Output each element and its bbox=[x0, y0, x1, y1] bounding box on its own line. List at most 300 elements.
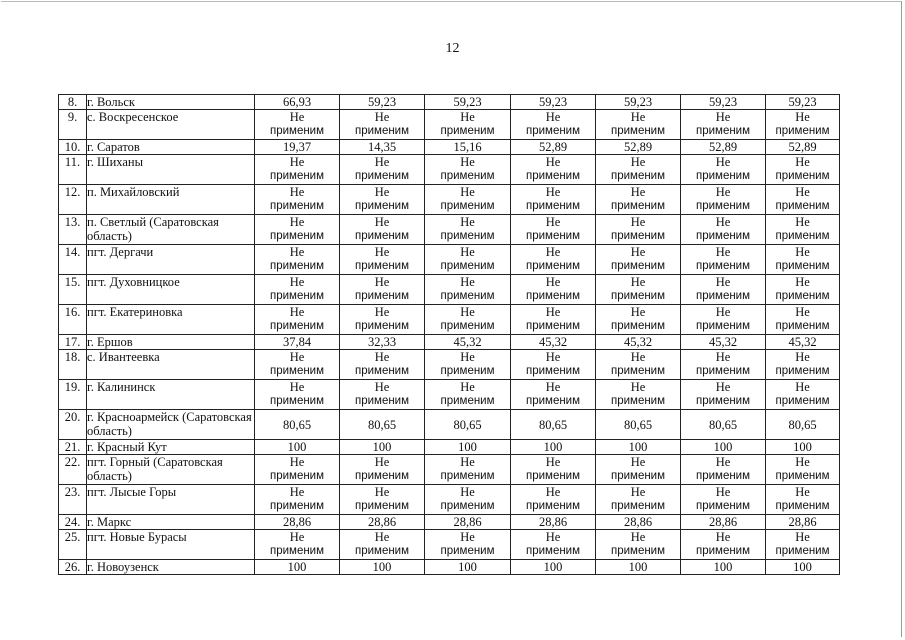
row-number: 11. bbox=[59, 155, 87, 185]
na-line1: Не bbox=[289, 185, 305, 199]
na-line2: применим bbox=[354, 125, 410, 137]
na-line1: Не bbox=[795, 455, 810, 469]
na-line1: Не bbox=[545, 185, 561, 199]
value-not-applicable bbox=[596, 245, 681, 275]
table-row bbox=[59, 410, 840, 440]
na-line1: Не bbox=[795, 245, 810, 259]
value-not-applicable bbox=[425, 530, 511, 560]
value-not-applicable bbox=[511, 275, 596, 305]
na-line2: применим bbox=[610, 200, 666, 212]
na-line2: применим bbox=[269, 125, 325, 137]
na-line1: Не bbox=[630, 215, 646, 229]
na-line1: Не bbox=[289, 110, 305, 124]
na-line2: применим bbox=[354, 365, 410, 377]
value-cell: 32,33 bbox=[340, 335, 425, 350]
value-cell: 100 bbox=[340, 440, 425, 455]
value-not-applicable bbox=[255, 185, 340, 215]
value-not-applicable bbox=[596, 155, 681, 185]
table-row bbox=[59, 485, 840, 515]
na-line2: применим bbox=[775, 200, 830, 212]
na-line1: Не bbox=[715, 305, 731, 319]
value-not-applicable bbox=[425, 185, 511, 215]
na-line2: применим bbox=[610, 470, 666, 482]
value-cell: 100 bbox=[681, 440, 766, 455]
value-not-applicable bbox=[766, 380, 840, 410]
na-line1: Не bbox=[460, 275, 475, 289]
value-not-applicable bbox=[766, 185, 840, 215]
value-not-applicable bbox=[511, 380, 596, 410]
value-cell: 37,84 bbox=[255, 335, 340, 350]
settlement-name: пгт. Горный (Саратовская область) bbox=[87, 455, 255, 485]
value-cell: 80,65 bbox=[596, 410, 681, 440]
value-not-applicable bbox=[340, 155, 425, 185]
na-line2: применим bbox=[775, 365, 830, 377]
settlement-name: п. Михайловский bbox=[87, 185, 255, 215]
na-line2: применим bbox=[775, 395, 830, 407]
na-line2: применим bbox=[695, 365, 751, 377]
na-line1: Не bbox=[630, 185, 646, 199]
table-row bbox=[59, 560, 840, 575]
na-line1: Не bbox=[460, 485, 475, 499]
value-not-applicable bbox=[255, 215, 340, 245]
na-line2: применим bbox=[440, 500, 495, 512]
value-not-applicable bbox=[511, 485, 596, 515]
settlement-name: г. Вольск bbox=[87, 95, 255, 110]
na-line2: применим bbox=[775, 470, 830, 482]
na-line1: Не bbox=[545, 275, 561, 289]
value-not-applicable bbox=[766, 245, 840, 275]
na-line1: Не bbox=[460, 110, 475, 124]
value-cell: 28,86 bbox=[681, 515, 766, 530]
value-cell: 52,89 bbox=[596, 140, 681, 155]
na-line2: применим bbox=[440, 170, 495, 182]
na-line2: применим bbox=[610, 500, 666, 512]
row-number: 25. bbox=[59, 530, 87, 560]
row-number: 22. bbox=[59, 455, 87, 485]
na-line1: Не bbox=[460, 215, 475, 229]
na-line1: Не bbox=[545, 380, 561, 394]
na-line1: Не bbox=[630, 485, 646, 499]
na-line2: применим bbox=[610, 125, 666, 137]
na-line2: применим bbox=[440, 230, 495, 242]
value-cell: 59,23 bbox=[766, 95, 840, 110]
settlement-name: г. Калининск bbox=[87, 380, 255, 410]
value-cell: 100 bbox=[511, 560, 596, 575]
value-not-applicable bbox=[340, 245, 425, 275]
na-line1: Не bbox=[795, 305, 810, 319]
value-cell: 28,86 bbox=[340, 515, 425, 530]
row-number: 21. bbox=[59, 440, 87, 455]
value-not-applicable bbox=[255, 245, 340, 275]
na-line2: применим bbox=[525, 170, 581, 182]
value-not-applicable bbox=[340, 185, 425, 215]
value-not-applicable bbox=[596, 380, 681, 410]
na-line2: применим bbox=[775, 125, 830, 137]
na-line1: Не bbox=[289, 275, 305, 289]
settlement-name: г. Маркс bbox=[87, 515, 255, 530]
na-line2: применим bbox=[269, 200, 325, 212]
na-line2: применим bbox=[525, 320, 581, 332]
value-not-applicable bbox=[681, 485, 766, 515]
na-line2: применим bbox=[269, 290, 325, 302]
na-line2: применим bbox=[610, 290, 666, 302]
value-not-applicable bbox=[766, 455, 840, 485]
na-line1: Не bbox=[715, 245, 731, 259]
value-cell: 100 bbox=[766, 560, 840, 575]
na-line1: Не bbox=[545, 485, 561, 499]
na-line1: Не bbox=[545, 245, 561, 259]
table-row bbox=[59, 335, 840, 350]
na-line1: Не bbox=[630, 380, 646, 394]
value-not-applicable bbox=[766, 530, 840, 560]
value-not-applicable bbox=[511, 215, 596, 245]
value-cell: 52,89 bbox=[511, 140, 596, 155]
value-not-applicable bbox=[425, 350, 511, 380]
row-number: 14. bbox=[59, 245, 87, 275]
row-number: 23. bbox=[59, 485, 87, 515]
na-line2: применим bbox=[610, 260, 666, 272]
na-line2: применим bbox=[695, 260, 751, 272]
na-line2: применим bbox=[354, 230, 410, 242]
na-line1: Не bbox=[460, 530, 475, 544]
na-line1: Не bbox=[545, 350, 561, 364]
na-line2: применим bbox=[269, 260, 325, 272]
settlement-name: пгт. Екатериновка bbox=[87, 305, 255, 335]
na-line2: применим bbox=[610, 320, 666, 332]
na-line1: Не bbox=[289, 305, 305, 319]
row-number: 19. bbox=[59, 380, 87, 410]
na-line2: применим bbox=[440, 290, 495, 302]
value-not-applicable bbox=[255, 485, 340, 515]
na-line2: применим bbox=[525, 545, 581, 557]
value-not-applicable bbox=[511, 305, 596, 335]
value-not-applicable bbox=[340, 305, 425, 335]
value-not-applicable bbox=[596, 305, 681, 335]
table-row bbox=[59, 515, 840, 530]
na-line1: Не bbox=[289, 380, 305, 394]
value-cell: 100 bbox=[255, 560, 340, 575]
value-not-applicable bbox=[255, 530, 340, 560]
value-not-applicable bbox=[255, 110, 340, 140]
value-not-applicable bbox=[340, 350, 425, 380]
row-number: 20. bbox=[59, 410, 87, 440]
value-not-applicable bbox=[681, 455, 766, 485]
na-line1: Не bbox=[715, 530, 731, 544]
settlement-name: г. Красный Кут bbox=[87, 440, 255, 455]
na-line1: Не bbox=[715, 350, 731, 364]
table-row bbox=[59, 245, 840, 275]
value-not-applicable bbox=[596, 110, 681, 140]
na-line2: применим bbox=[354, 500, 410, 512]
value-not-applicable bbox=[425, 275, 511, 305]
value-not-applicable bbox=[340, 530, 425, 560]
value-not-applicable bbox=[681, 110, 766, 140]
na-line1: Не bbox=[460, 380, 475, 394]
value-not-applicable bbox=[425, 110, 511, 140]
na-line2: применим bbox=[775, 230, 830, 242]
value-cell: 28,86 bbox=[596, 515, 681, 530]
row-number: 12. bbox=[59, 185, 87, 215]
row-number: 26. bbox=[59, 560, 87, 575]
na-line1: Не bbox=[545, 110, 561, 124]
table-row bbox=[59, 350, 840, 380]
value-cell: 80,65 bbox=[681, 410, 766, 440]
value-not-applicable bbox=[425, 455, 511, 485]
value-cell: 100 bbox=[255, 440, 340, 455]
na-line1: Не bbox=[715, 380, 731, 394]
value-not-applicable bbox=[766, 155, 840, 185]
value-cell: 80,65 bbox=[766, 410, 840, 440]
value-not-applicable bbox=[425, 305, 511, 335]
na-line1: Не bbox=[630, 110, 646, 124]
na-line2: применим bbox=[525, 290, 581, 302]
row-number: 18. bbox=[59, 350, 87, 380]
na-line1: Не bbox=[289, 215, 305, 229]
na-line1: Не bbox=[795, 155, 810, 169]
na-line2: применим bbox=[354, 545, 410, 557]
na-line1: Не bbox=[289, 245, 305, 259]
value-cell: 59,23 bbox=[596, 95, 681, 110]
settlement-name: с. Ивантеевка bbox=[87, 350, 255, 380]
value-not-applicable bbox=[340, 455, 425, 485]
na-line1: Не bbox=[795, 350, 810, 364]
value-not-applicable bbox=[681, 245, 766, 275]
na-line1: Не bbox=[460, 455, 475, 469]
na-line2: применим bbox=[695, 500, 751, 512]
na-line2: применим bbox=[440, 545, 495, 557]
table-row bbox=[59, 215, 840, 245]
table-row bbox=[59, 185, 840, 215]
na-line1: Не bbox=[545, 305, 561, 319]
value-cell: 100 bbox=[681, 560, 766, 575]
value-cell: 80,65 bbox=[511, 410, 596, 440]
value-not-applicable bbox=[255, 275, 340, 305]
value-not-applicable bbox=[511, 110, 596, 140]
na-line1: Не bbox=[715, 185, 731, 199]
na-line1: Не bbox=[630, 245, 646, 259]
value-not-applicable bbox=[681, 305, 766, 335]
settlement-name: г. Ершов bbox=[87, 335, 255, 350]
na-line1: Не bbox=[374, 155, 390, 169]
na-line2: применим bbox=[695, 470, 751, 482]
value-not-applicable bbox=[511, 455, 596, 485]
na-line1: Не bbox=[374, 380, 390, 394]
na-line1: Не bbox=[630, 275, 646, 289]
settlement-name: п. Светлый (Саратовская область) bbox=[87, 215, 255, 245]
value-cell: 80,65 bbox=[340, 410, 425, 440]
value-not-applicable bbox=[340, 110, 425, 140]
na-line1: Не bbox=[630, 455, 646, 469]
value-not-applicable bbox=[681, 530, 766, 560]
settlement-name: г. Новоузенск bbox=[87, 560, 255, 575]
na-line1: Не bbox=[374, 215, 390, 229]
na-line2: применим bbox=[269, 230, 325, 242]
na-line1: Не bbox=[715, 275, 731, 289]
na-line2: применим bbox=[775, 320, 830, 332]
value-cell: 100 bbox=[596, 440, 681, 455]
value-cell: 59,23 bbox=[425, 95, 511, 110]
na-line1: Не bbox=[545, 455, 561, 469]
value-not-applicable bbox=[681, 185, 766, 215]
value-not-applicable bbox=[340, 485, 425, 515]
na-line1: Не bbox=[715, 155, 731, 169]
na-line1: Не bbox=[374, 110, 390, 124]
na-line2: применим bbox=[354, 320, 410, 332]
value-not-applicable bbox=[340, 215, 425, 245]
value-cell: 66,93 bbox=[255, 95, 340, 110]
na-line2: применим bbox=[695, 290, 751, 302]
table-row bbox=[59, 380, 840, 410]
value-not-applicable bbox=[511, 350, 596, 380]
na-line1: Не bbox=[374, 245, 390, 259]
value-cell: 14,35 bbox=[340, 140, 425, 155]
na-line1: Не bbox=[374, 185, 390, 199]
value-cell: 52,89 bbox=[681, 140, 766, 155]
na-line2: применим bbox=[440, 125, 495, 137]
value-not-applicable bbox=[255, 350, 340, 380]
value-cell: 15,16 bbox=[425, 140, 511, 155]
na-line1: Не bbox=[795, 530, 810, 544]
value-cell: 19,37 bbox=[255, 140, 340, 155]
na-line1: Не bbox=[374, 485, 390, 499]
value-not-applicable bbox=[255, 305, 340, 335]
na-line1: Не bbox=[289, 155, 305, 169]
na-line2: применим bbox=[269, 395, 325, 407]
na-line2: применим bbox=[269, 365, 325, 377]
na-line1: Не bbox=[630, 350, 646, 364]
na-line1: Не bbox=[545, 155, 561, 169]
na-line1: Не bbox=[630, 155, 646, 169]
na-line1: Не bbox=[795, 275, 810, 289]
table-row bbox=[59, 110, 840, 140]
na-line2: применим bbox=[610, 170, 666, 182]
row-number: 24. bbox=[59, 515, 87, 530]
value-not-applicable bbox=[511, 530, 596, 560]
value-not-applicable bbox=[255, 155, 340, 185]
value-not-applicable bbox=[766, 485, 840, 515]
table-row bbox=[59, 275, 840, 305]
value-not-applicable bbox=[766, 110, 840, 140]
value-not-applicable bbox=[425, 245, 511, 275]
na-line2: применим bbox=[440, 395, 495, 407]
row-number: 13. bbox=[59, 215, 87, 245]
na-line2: применим bbox=[354, 170, 410, 182]
value-not-applicable bbox=[596, 215, 681, 245]
na-line2: применим bbox=[269, 545, 325, 557]
value-cell: 28,86 bbox=[255, 515, 340, 530]
table-row bbox=[59, 140, 840, 155]
na-line2: применим bbox=[440, 470, 495, 482]
na-line2: применим bbox=[610, 230, 666, 242]
na-line2: применим bbox=[525, 470, 581, 482]
settlement-name: с. Воскресенское bbox=[87, 110, 255, 140]
na-line2: применим bbox=[695, 395, 751, 407]
na-line1: Не bbox=[545, 530, 561, 544]
na-line1: Не bbox=[545, 215, 561, 229]
na-line2: применим bbox=[269, 470, 325, 482]
value-not-applicable bbox=[681, 215, 766, 245]
na-line1: Не bbox=[795, 485, 810, 499]
value-not-applicable bbox=[681, 350, 766, 380]
settlement-name: пгт. Лысые Горы bbox=[87, 485, 255, 515]
na-line2: применим bbox=[525, 365, 581, 377]
na-line2: применим bbox=[525, 395, 581, 407]
value-cell: 59,23 bbox=[511, 95, 596, 110]
value-cell: 100 bbox=[340, 560, 425, 575]
value-cell: 45,32 bbox=[681, 335, 766, 350]
value-not-applicable bbox=[340, 380, 425, 410]
na-line1: Не bbox=[460, 155, 475, 169]
na-line2: применим bbox=[695, 230, 751, 242]
na-line1: Не bbox=[795, 110, 810, 124]
value-cell: 45,32 bbox=[596, 335, 681, 350]
na-line2: применим bbox=[354, 260, 410, 272]
na-line1: Не bbox=[374, 455, 390, 469]
value-cell: 59,23 bbox=[681, 95, 766, 110]
value-cell: 45,32 bbox=[511, 335, 596, 350]
na-line2: применим bbox=[610, 545, 666, 557]
na-line2: применим bbox=[269, 320, 325, 332]
na-line2: применим bbox=[269, 170, 325, 182]
na-line1: Не bbox=[289, 455, 305, 469]
value-not-applicable bbox=[596, 185, 681, 215]
value-cell: 100 bbox=[425, 560, 511, 575]
na-line2: применим bbox=[610, 365, 666, 377]
value-cell: 28,86 bbox=[425, 515, 511, 530]
value-not-applicable bbox=[681, 380, 766, 410]
data-table bbox=[58, 94, 840, 575]
na-line1: Не bbox=[460, 245, 475, 259]
value-not-applicable bbox=[425, 155, 511, 185]
value-not-applicable bbox=[511, 155, 596, 185]
table-row bbox=[59, 155, 840, 185]
row-number: 16. bbox=[59, 305, 87, 335]
na-line2: применим bbox=[525, 200, 581, 212]
table-row bbox=[59, 530, 840, 560]
na-line1: Не bbox=[460, 350, 475, 364]
settlement-name: г. Шиханы bbox=[87, 155, 255, 185]
na-line2: применим bbox=[775, 260, 830, 272]
row-number: 17. bbox=[59, 335, 87, 350]
value-cell: 100 bbox=[596, 560, 681, 575]
na-line2: применим bbox=[695, 170, 751, 182]
value-not-applicable bbox=[766, 275, 840, 305]
value-cell: 100 bbox=[511, 440, 596, 455]
na-line1: Не bbox=[795, 380, 810, 394]
na-line1: Не bbox=[630, 530, 646, 544]
na-line1: Не bbox=[374, 305, 390, 319]
na-line2: применим bbox=[525, 230, 581, 242]
na-line1: Не bbox=[374, 350, 390, 364]
row-number: 8. bbox=[59, 95, 87, 110]
value-not-applicable bbox=[511, 245, 596, 275]
na-line2: применим bbox=[695, 320, 751, 332]
na-line2: применим bbox=[775, 500, 830, 512]
settlement-name: пгт. Духовницкое bbox=[87, 275, 255, 305]
value-not-applicable bbox=[766, 305, 840, 335]
value-not-applicable bbox=[766, 215, 840, 245]
na-line2: применим bbox=[440, 200, 495, 212]
na-line2: применим bbox=[354, 290, 410, 302]
na-line1: Не bbox=[289, 530, 305, 544]
na-line2: применим bbox=[610, 395, 666, 407]
na-line1: Не bbox=[715, 215, 731, 229]
value-cell: 45,32 bbox=[425, 335, 511, 350]
value-cell: 80,65 bbox=[425, 410, 511, 440]
na-line2: применим bbox=[440, 365, 495, 377]
value-cell: 59,23 bbox=[340, 95, 425, 110]
na-line2: применим bbox=[775, 545, 830, 557]
